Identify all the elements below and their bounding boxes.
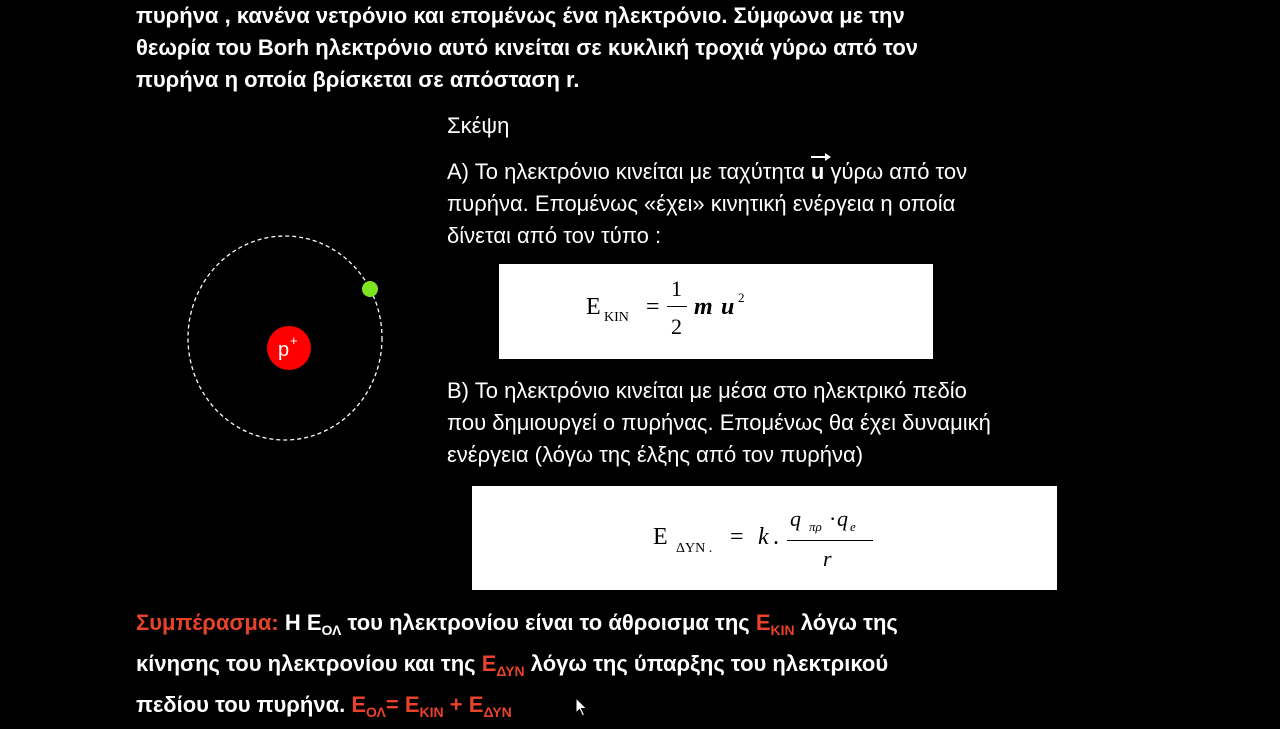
part-b-paragraph [447, 375, 991, 471]
intro-line: πυρήνα , κανένα νετρόνιο και επομένως ένα ηλεκτρόνιο. Σύμφωνα με την [136, 3, 905, 28]
thought-heading: Σκέψη [447, 113, 510, 138]
part-b-line1: Β) Το ηλεκτρόνιο κινείται με μέσα στο ηλεκτρικό πεδίο [447, 378, 967, 403]
bohr-atom-diagram [180, 228, 400, 453]
intro-line: θεωρία του Borh ηλεκτρόνιο αυτό κινείται σε κυκλική τροχιά γύρω από τον [136, 35, 918, 60]
conclusion-line3: πεδίου του πυρήνα. $E_{O\Lambda}= E_{KIN} + E_{\Delta\Upsilon N}$ [136, 692, 512, 720]
part-a-line3: δίνεται από τον τύπο : [447, 223, 662, 248]
intro-paragraph [136, 0, 1136, 96]
mouse-cursor-icon [575, 697, 589, 722]
conclusion-line2: κίνησης του ηλεκτρονίου και της $E_{\Delta\Upsilon N}$ λόγω της ύπαρξης του ηλεκτρικού [136, 651, 889, 679]
kinetic-energy-formula: E KIN = 1 2 m u 2 [499, 264, 933, 359]
potential-energy-formula: E ΔYN . = k . q πρ · q e r [472, 486, 1057, 590]
fraction-bar [787, 540, 873, 541]
conclusion-line1: Συμπέρασμα: Η $E_{O\Lambda}$ του ηλεκτρονίου είναι το άθροισμα της $E_{KIN}$ λόγω της [136, 610, 898, 638]
nucleus-charge: + [290, 333, 298, 348]
part-a-line1: Α) Το ηλεκτρόνιο κινείται με ταχύτητα u γύρω από τον [447, 156, 967, 188]
part-a-paragraph [447, 156, 967, 252]
velocity-vector: u [811, 156, 824, 188]
atom-svg [180, 228, 400, 448]
part-a-line2: πυρήνα. Επομένως «έχει» κινητική ενέργεια η οποία [447, 191, 956, 216]
electron [362, 281, 378, 297]
fraction-bar [667, 306, 687, 307]
nucleus-label: p [278, 339, 290, 361]
conclusion-paragraph [136, 606, 1236, 729]
part-b-line3: ενέργεια (λόγω της έλξης από τον πυρήνα) [447, 442, 864, 467]
part-b-line2: που δημιουργεί ο πυρήνας. Επομένως θα έχει δυναμική [447, 410, 991, 435]
conclusion-label: Συμπέρασμα: [136, 610, 279, 635]
intro-line: πυρήνα η οποία βρίσκεται σε απόσταση r. [136, 67, 580, 92]
